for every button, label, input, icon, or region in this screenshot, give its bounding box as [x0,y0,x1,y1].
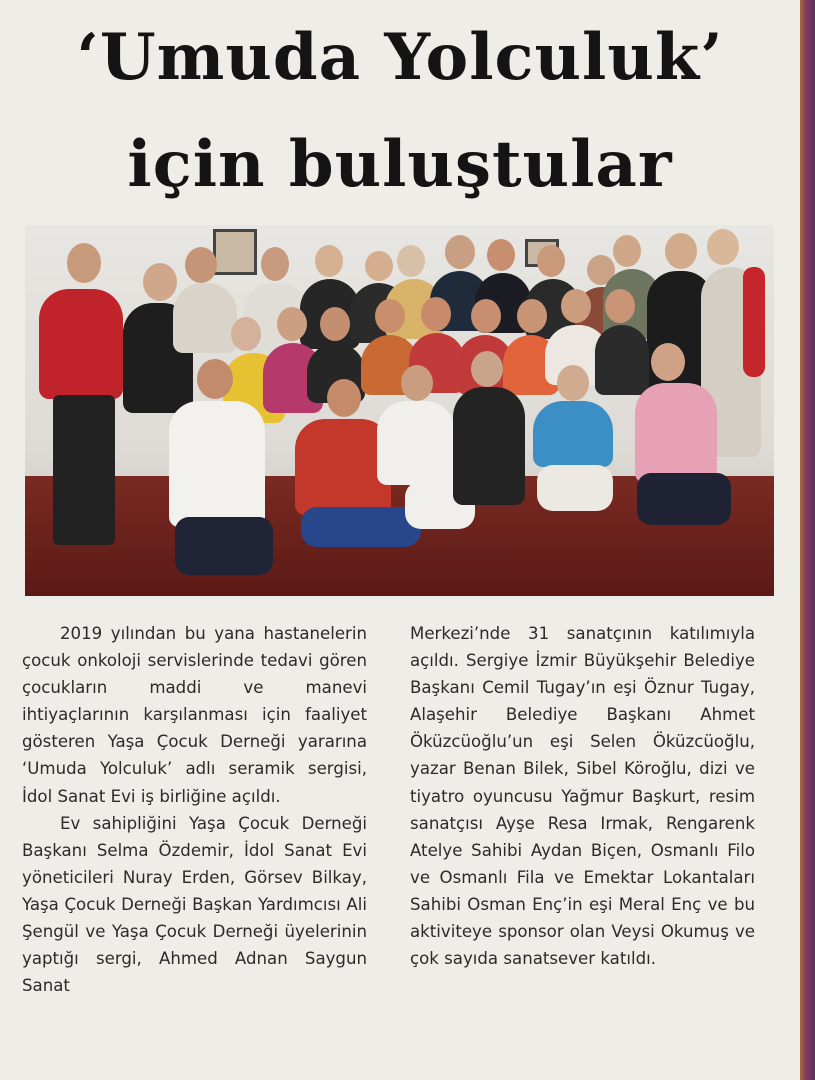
adjacent-page-edge [800,0,815,1080]
article-column-right [410,620,755,972]
article-column-left [22,620,367,999]
headline-line-1: ‘Umuda Yolculuk’ [76,20,724,95]
article-paragraph: 2019 yılından bu yana hastanelerin çocuk onkoloji servislerinde tedavi gören çocukların maddi ve manevi ihtiyaçlarının karşılanması için faaliyet gösteren Yaşa Çocuk Derneği yararına ‘Umuda Yolculuk’ adlı seramik sergisi, İdol Sanat Evi iş birliğine açıldı. [22,624,367,806]
article-paragraph: Merkezi’nde 31 sanatçının katılımıyla açıldı. Sergiye İzmir Büyükşehir Belediye Başkanı Cemil Tugay’ın eşi Öznur Tugay, Alaşehir Belediye Başkanı Ahmet Öküzcüoğlu’un eşi Selen Öküzcüoğlu, yazar Benan Bilek, Sibel Köroğlu, dizi ve tiyatro oyuncusu Yağmur Başkurt, resim sanatçısı Ayşe Resa Irmak, Rengarenk Atelye Sahibi Aydan Biçen, Osmanlı Filo ve Osmanlı Fila ve Emektar Lokantaları Sahibi Osman Enç’in eşi Meral Enç ve bu aktiviteye sponsor olan Veysi Okumuş ve çok sayıda sanatsever katıldı. [410,624,755,969]
wall-art-frame [213,229,257,275]
group-photo [25,225,774,596]
article-paragraph: Ev sahipliğini Yaşa Çocuk Derneği Başkanı Selma Özdemir, İdol Sanat Evi yöneticileri Nuray Erden, Görsev Bilkay, Yaşa Çocuk Derneği Başkan Yardımcısı Ali Şengül ve Yaşa Çocuk Derneği üyelerinin yaptığı sergi, Ahmed Adnan Saygun Sanat [22,813,367,996]
headline-line-2: için buluştular [127,127,673,202]
